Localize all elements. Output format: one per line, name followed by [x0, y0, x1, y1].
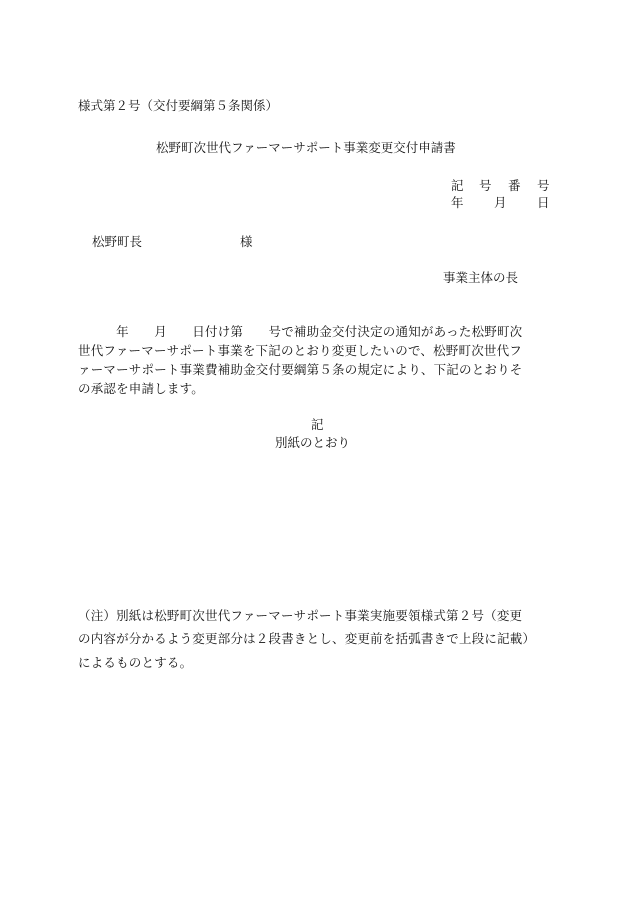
- date-row: [0, 193, 630, 211]
- reference-number-row: [0, 176, 630, 194]
- note-line: （注）別紙は松野町次世代ファーマーサポート事業実施要領様式第２号（変更: [78, 608, 523, 623]
- date-year: 年: [451, 195, 464, 210]
- date-day: 日: [537, 195, 550, 210]
- attachment-text: 別紙のとおり: [275, 435, 351, 450]
- note-line: によるものとする。: [78, 655, 193, 670]
- body-line: 世代ファーマーサポート事業を下記のとおり変更したいので、松野町次世代フ: [78, 343, 523, 358]
- applicant-label: 事業主体の長: [443, 270, 519, 285]
- reference-ban: 番: [508, 178, 521, 193]
- form-label: 様式第２号（交付要綱第５条関係）: [78, 98, 279, 113]
- reference-ki: 記: [451, 178, 464, 193]
- reference-go-1: 号: [479, 178, 492, 193]
- document-title: 松野町次世代ファーマーサポート事業変更交付申請書: [156, 140, 456, 155]
- ki-heading: 記: [311, 417, 324, 432]
- addressee-honorific: 様: [240, 234, 253, 249]
- date-month: 月: [494, 195, 507, 210]
- reference-go-2: 号: [537, 178, 550, 193]
- body-line: の承認を申請します。: [78, 381, 205, 396]
- note-line: の内容が分かるよう変更部分は２段書きとし、変更前を括弧書きで上段に記載）: [78, 631, 536, 646]
- body-line: ァーマーサポート事業費補助金交付要綱第５条の規定により、下記のとおりそ: [78, 362, 523, 377]
- addressee-name: 松野町長: [92, 234, 143, 249]
- body-line: 年 月 日付け第 号で補助金交付決定の通知があった松野町次: [78, 324, 523, 339]
